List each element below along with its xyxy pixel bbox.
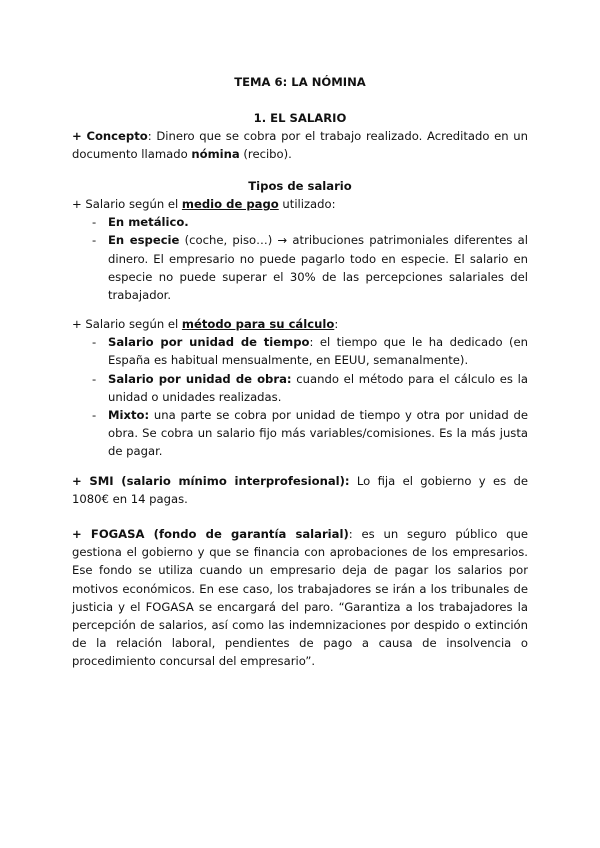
- metodo-term: método para su cálculo: [181, 317, 335, 331]
- metodo-intro: + Salario según el método para su cálculo:: [72, 317, 339, 331]
- metodo-list: [72, 333, 528, 460]
- list-item: - Mixto: una parte se cobra por unidad de tiempo y otra por unidad de obra. Se cobra un salario fijo más variables/comisiones. Es la más justa de pagar.: [92, 408, 528, 459]
- list-item: - Salario por unidad de tiempo: el tiempo que le ha dedicado (en España es habitual mensualmente, en EEUU, semanalmente).: [92, 335, 529, 368]
- concepto-plus: +: [72, 129, 82, 143]
- concepto-label: Concepto: [86, 129, 148, 143]
- metodo-calculo: [72, 315, 528, 461]
- section-heading: 1. EL SALARIO: [253, 111, 347, 125]
- list-item: - Salario por unidad de obra: cuando el método para el cálculo es la unidad o unidades realizadas.: [92, 371, 528, 404]
- tipos-heading: Tipos de salario: [248, 179, 352, 193]
- document-title: TEMA 6: LA NÓMINA: [234, 75, 366, 89]
- medio-pago-list: [72, 213, 528, 304]
- medio-pago-intro: + Salario según el medio de pago utilizado:: [72, 197, 336, 211]
- medio-pago-term: medio de pago: [181, 197, 279, 211]
- concepto-text: : Dinero que se cobra por el trabajo realizado. Acreditado en un documento llamado: [72, 129, 528, 162]
- fogasa-section: [72, 525, 528, 671]
- tipos-salario: [72, 177, 528, 304]
- list-item: - En metálico.: [92, 215, 189, 230]
- concepto-paragraph: [72, 127, 528, 163]
- smi-paragraph: + SMI (salario mínimo interprofesional): Lo fija el gobierno y es de 1080€ en 14 pagas.: [72, 474, 528, 507]
- concepto-text-end: (recibo).: [239, 147, 292, 162]
- fogasa-paragraph: + FOGASA (fondo de garantía salarial): es un seguro público que gestiona el gobierno y que se financia con aprobaciones de los empresarios. Ese fondo se utiliza cuando un empresario deja de pagar los salarios por motivos económicos. En ese caso, los trabajadores se irán a los tribunales de justicia y el FOGASA se encargará del paro. “Garantiza a los trabajadores la percepción de salarios, así como las indemnizaciones por despido o extinción de la relación laboral, pendientes de pago a causa de insolvencia o procedimiento concursal del empresario”.: [72, 527, 528, 669]
- section-salario: [72, 109, 528, 163]
- nomina-term: nómina: [191, 147, 240, 162]
- smi-section: [72, 472, 528, 508]
- list-item: - En especie (coche, piso…) → atribuciones patrimoniales diferentes al dinero. El empresario no puede pagarlo todo en especie. El salario en especie no puede superar el 30% de las percepciones salariales del trabajador.: [92, 233, 528, 303]
